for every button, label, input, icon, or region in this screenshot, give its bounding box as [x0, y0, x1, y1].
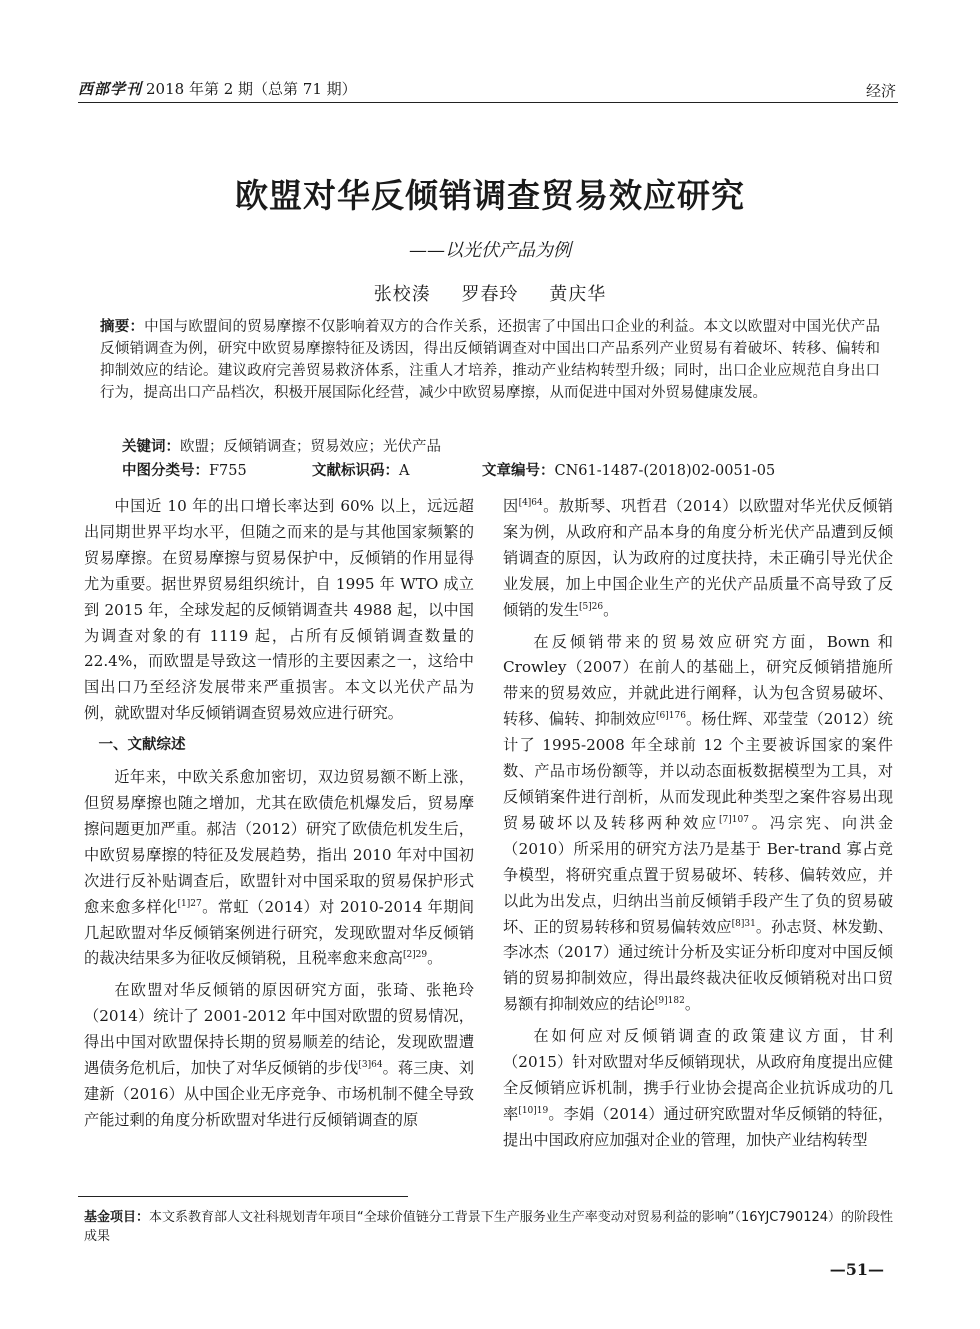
body-column-right	[503, 494, 893, 1154]
doc-code-label: 文献标识码：	[312, 463, 399, 479]
paragraph: 在反倾销带来的贸易效应研究方面，Bown 和 Crowley（2007）在前人的基础上，研究反倾销措施所带来的贸易效应，并就此进行阐释，认为包含贸易破坏、转移、偏转、抑制效应$^{[6]176}$。杨仕辉、邓莹莹（2012）统计了 1995-2008 年全球前 12 个主要被诉国家的案件数、产品市场份额等，并以动态面板数据模型为工具，对反倾销案件进行剖析，从而发现此种类型之案件容易出现贸易破坏以及转移两种效应$^{[7]107}$。冯宗宪、向洪金（2010）所采用的研究方法乃是基于 Ber-trand 寡占竞争模型，将研究重点置于贸易破坏、转移、偏转效应，并以此为出发点，归纳出当前反倾销手段产生了负的贸易破坏、正的贸易转移和贸易偏转效应$^{[8]31}$。孙志贤、林发勤、李冰杰（2017）通过统计分析及实证分析印度对中国反倾销的贸易抑制效应，得出最终裁决征收反倾销税对出口贸易额有抑制效应的结论$^{[9]182}$。	[503, 632, 894, 1014]
header-rule	[78, 102, 898, 103]
article-subtitle: ——以光伏产品为例	[409, 240, 571, 261]
footnote-text: 本文系教育部人文社科规划青年项目“全球价值链分工背景下生产服务业生产率变动对贸易利益的影响”（16YJC790124）的阶段性成果	[84, 1210, 894, 1244]
keywords	[122, 436, 441, 458]
clc-value: F755	[209, 463, 247, 479]
citation: [7]107	[719, 814, 749, 825]
citation: [3]64	[358, 1059, 383, 1070]
paragraph: 因$^{[4]64}$。敖斯琴、巩哲君（2014）以欧盟对华光伏反倾销案为例，从政府和产品本身的角度分析光伏产品遭到反倾销调查的原因，认为政府的过度扶持，未正确引导光伏企业发展，加上中国企业生产的光伏产品质量不高导致了反倾销的发生$^{[5]26}$。	[503, 497, 893, 619]
running-header	[78, 78, 357, 99]
footnote-label: 基金项目：	[84, 1210, 150, 1225]
body-column-left	[84, 494, 474, 1134]
paragraph: 近年来，中欧关系愈加密切，双边贸易额不断上涨，但贸易摩擦也随之增加，尤其在欧债危机爆发后，贸易摩擦问题更加严重。郝洁（2012）研究了欧债危机发生后，中欧贸易摩擦的特征及发展趋势，指出 2010 年对中国初次进行反补贴调查后，欧盟针对中国采取的贸易保护形式愈来愈多样化$^{[1]27}$。常虹（2014）对 2010-2014 年期间几起欧盟对华反倾销案例进行研究，发现欧盟对华反倾销的裁决结果多为征收反倾销税，且税率愈来愈高$^{[2]29}$。	[84, 768, 475, 968]
author-name: 张校湊	[373, 284, 431, 305]
citation: [5]26	[578, 601, 604, 612]
doc-code-value: A	[399, 463, 410, 479]
paragraph: 中国近 10 年的出口增长率达到 60% 以上，远远超出同期世界平均水平，但随之而来的是与其他国家频繁的贸易摩擦。在贸易摩擦与贸易保护中，反倾销的作用显得尤为重要。据世界贸易组织统计，自 1995 年 WTO 成立到 2015 年，全球发起的反倾销调查共 4988 起，以中国为调查对象的有 1119 起，占所有反倾销调查数量的 22.4%，而欧盟是导致这一情形的主要因素之一，这给中国出口乃至经济发展带来严重损害。本文以光伏产品为例，就欧盟对华反倾销调查贸易效应进行研究。	[84, 497, 474, 723]
paragraph: 在如何应对反倾销调查的政策建议方面，甘利（2015）针对欧盟对华反倾销现状，从政府角度提出应健全反倾销应诉机制，携手行业协会提高企业抗诉成功的几率$^{[10]19}$。李娟（2014）通过研究欧盟对华反倾销的特征，提出中国政府应加强对企业的管理，加快产业结构转型	[503, 1027, 894, 1149]
article-title: 欧盟对华反倾销调查贸易效应研究	[235, 176, 745, 215]
section-label: 经济	[865, 82, 896, 100]
abstract-text: 中国与欧盟间的贸易摩擦不仅影响着双方的合作关系，还损害了中国出口企业的利益。本文以欧盟对中国光伏产品反倾销调查为例，研究中欧贸易摩擦特征及诱因，得出反倾销调查对中国出口产品系列产业贸易有着破坏、转移、偏转和抑制效应的结论。建议政府完善贸易救济体系，注重人才培养，推动产业结构转型升级；同时，出口企业应规范自身出口行为，提高出口产品档次，积极开展国际化经营，减少中欧贸易摩擦，从而促进中国对外贸易健康发展。	[100, 319, 881, 401]
citation: [9]182	[654, 996, 685, 1007]
keywords-text: 欧盟；反倾销调查；贸易效应；光伏产品	[180, 439, 441, 455]
citation: [2]29	[402, 950, 428, 961]
author-list	[0, 280, 980, 306]
keywords-label: 关键词：	[122, 439, 180, 455]
page-number: —51—	[829, 1260, 884, 1279]
classification-line	[122, 460, 775, 482]
author-name: 黄庆华	[549, 284, 607, 305]
article-number-label: 文章编号：	[482, 463, 555, 479]
abstract	[100, 316, 880, 404]
journal-masthead: 西部学刊	[78, 80, 143, 98]
citation: [10]19	[518, 1105, 549, 1116]
section-heading: 一、文献综述	[98, 737, 186, 754]
clc-label: 中图分类号：	[122, 463, 209, 479]
abstract-label: 摘要：	[100, 319, 145, 335]
issue-info: 2018 年第 2 期（总第 71 期）	[146, 80, 357, 98]
citation: [4]64	[518, 497, 543, 508]
citation: [6]176	[656, 711, 686, 722]
citation: [8]31	[731, 918, 756, 929]
footnote-rule	[78, 1196, 408, 1197]
article-number-value: CN61-1487-(2018)02-0051-05	[554, 463, 776, 479]
author-name: 罗春玲	[461, 284, 519, 305]
paragraph: 在欧盟对华反倾销的原因研究方面，张琦、张艳玲（2014）统计了 2001-2012 年中国对欧盟的贸易情况，得出中国对欧盟保持长期的贸易顺差的结论，发现欧盟遭遇债务危机后，加快了对华反倾销的步伐$^{[3]64}$。蒋三庚、刘建新（2016）从中国企业无序竞争、市场机制不健全导致产能过剩的角度分析欧盟对华进行反倾销调查的原	[84, 981, 475, 1129]
funding-footnote	[84, 1208, 900, 1246]
citation: [1]27	[177, 898, 202, 909]
